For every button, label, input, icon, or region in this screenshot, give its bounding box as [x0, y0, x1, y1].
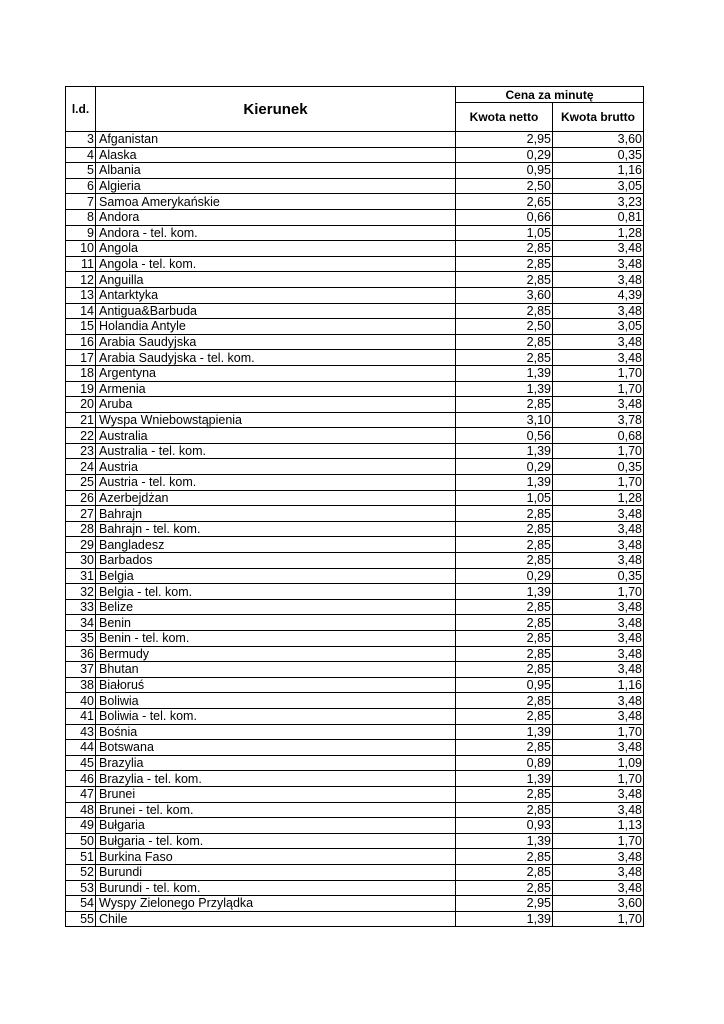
row-gross-amount: 1,70: [553, 443, 644, 459]
row-gross-amount: 3,48: [553, 599, 644, 615]
row-gross-amount: 3,48: [553, 350, 644, 366]
row-direction: Alaska: [96, 147, 456, 163]
row-direction: Austria - tel. kom.: [96, 475, 456, 491]
row-direction: Austria: [96, 459, 456, 475]
row-gross-amount: 1,28: [553, 225, 644, 241]
table-row: [66, 833, 644, 849]
row-direction: Andora - tel. kom.: [96, 225, 456, 241]
table-row: [66, 241, 644, 257]
table-row: [66, 880, 644, 896]
table-row: [66, 771, 644, 787]
row-id: 50: [66, 833, 96, 849]
row-gross-amount: 1,70: [553, 911, 644, 927]
table-row: [66, 896, 644, 912]
row-id: 35: [66, 631, 96, 647]
row-direction: Andora: [96, 209, 456, 225]
row-net-amount: 2,85: [456, 849, 553, 865]
row-id: 26: [66, 490, 96, 506]
row-direction: Belgia: [96, 568, 456, 584]
row-gross-amount: 3,48: [553, 631, 644, 647]
row-id: 30: [66, 553, 96, 569]
table-row: [66, 412, 644, 428]
table-row: [66, 802, 644, 818]
row-id: 27: [66, 506, 96, 522]
row-gross-amount: 3,48: [553, 256, 644, 272]
row-direction: Botswana: [96, 740, 456, 756]
row-gross-amount: 1,70: [553, 724, 644, 740]
row-id: 34: [66, 615, 96, 631]
row-direction: Afganistan: [96, 132, 456, 148]
row-net-amount: 2,85: [456, 708, 553, 724]
row-net-amount: 2,85: [456, 537, 553, 553]
row-net-amount: 2,85: [456, 693, 553, 709]
row-id: 31: [66, 568, 96, 584]
table-row: [66, 459, 644, 475]
row-net-amount: 0,29: [456, 147, 553, 163]
row-net-amount: 2,85: [456, 272, 553, 288]
row-direction: Chile: [96, 911, 456, 927]
table-row: [66, 475, 644, 491]
row-gross-amount: 0,35: [553, 147, 644, 163]
row-net-amount: 0,29: [456, 568, 553, 584]
row-id: 54: [66, 896, 96, 912]
row-net-amount: 2,85: [456, 241, 553, 257]
row-id: 8: [66, 209, 96, 225]
header-direction: Kierunek: [96, 87, 456, 132]
row-direction: Brazylia - tel. kom.: [96, 771, 456, 787]
row-direction: Wyspy Zielonego Przylądka: [96, 896, 456, 912]
table-row: [66, 631, 644, 647]
row-gross-amount: 3,48: [553, 880, 644, 896]
row-net-amount: 0,93: [456, 818, 553, 834]
row-id: 14: [66, 303, 96, 319]
row-id: 28: [66, 521, 96, 537]
row-net-amount: 2,95: [456, 896, 553, 912]
row-direction: Bułgaria: [96, 818, 456, 834]
row-net-amount: 2,85: [456, 880, 553, 896]
row-net-amount: 2,85: [456, 397, 553, 413]
row-direction: Bangladesz: [96, 537, 456, 553]
row-gross-amount: 1,70: [553, 381, 644, 397]
table-row: [66, 506, 644, 522]
row-net-amount: 0,56: [456, 428, 553, 444]
row-net-amount: 1,39: [456, 475, 553, 491]
row-direction: Samoa Amerykańskie: [96, 194, 456, 210]
row-id: 49: [66, 818, 96, 834]
row-net-amount: 3,60: [456, 287, 553, 303]
row-net-amount: 2,85: [456, 334, 553, 350]
table-row: [66, 443, 644, 459]
row-net-amount: 2,50: [456, 319, 553, 335]
row-gross-amount: 3,48: [553, 334, 644, 350]
row-id: 9: [66, 225, 96, 241]
row-gross-amount: 3,48: [553, 506, 644, 522]
table-row: [66, 365, 644, 381]
table-row: [66, 428, 644, 444]
row-direction: Angola - tel. kom.: [96, 256, 456, 272]
row-gross-amount: 3,48: [553, 521, 644, 537]
row-net-amount: 2,85: [456, 864, 553, 880]
row-gross-amount: 3,05: [553, 178, 644, 194]
row-net-amount: 2,85: [456, 615, 553, 631]
row-net-amount: 2,50: [456, 178, 553, 194]
row-net-amount: 2,85: [456, 350, 553, 366]
row-direction: Benin: [96, 615, 456, 631]
header-id: l.d.: [66, 87, 96, 132]
row-id: 12: [66, 272, 96, 288]
row-net-amount: 2,85: [456, 553, 553, 569]
row-direction: Benin - tel. kom.: [96, 631, 456, 647]
table-header: [66, 87, 644, 132]
row-gross-amount: 1,16: [553, 163, 644, 179]
row-gross-amount: 1,70: [553, 833, 644, 849]
row-direction: Arabia Saudyjska - tel. kom.: [96, 350, 456, 366]
row-net-amount: 1,39: [456, 365, 553, 381]
row-gross-amount: 3,48: [553, 241, 644, 257]
row-direction: Argentyna: [96, 365, 456, 381]
row-direction: Wyspa Wniebowstąpienia: [96, 412, 456, 428]
row-id: 25: [66, 475, 96, 491]
row-gross-amount: 3,23: [553, 194, 644, 210]
row-direction: Armenia: [96, 381, 456, 397]
row-net-amount: 1,05: [456, 225, 553, 241]
table-row: [66, 615, 644, 631]
row-id: 51: [66, 849, 96, 865]
row-gross-amount: 1,09: [553, 755, 644, 771]
row-net-amount: 2,85: [456, 786, 553, 802]
row-gross-amount: 3,48: [553, 553, 644, 569]
row-gross-amount: 3,48: [553, 272, 644, 288]
row-direction: Brunei: [96, 786, 456, 802]
row-net-amount: 2,95: [456, 132, 553, 148]
row-gross-amount: 3,48: [553, 693, 644, 709]
row-gross-amount: 3,48: [553, 849, 644, 865]
row-net-amount: 1,39: [456, 771, 553, 787]
row-net-amount: 2,85: [456, 631, 553, 647]
table-row: [66, 786, 644, 802]
row-id: 18: [66, 365, 96, 381]
row-gross-amount: 3,60: [553, 132, 644, 148]
row-id: 16: [66, 334, 96, 350]
row-id: 7: [66, 194, 96, 210]
row-net-amount: 1,39: [456, 443, 553, 459]
row-direction: Belgia - tel. kom.: [96, 584, 456, 600]
table-row: [66, 708, 644, 724]
row-id: 47: [66, 786, 96, 802]
row-id: 5: [66, 163, 96, 179]
table-row: [66, 724, 644, 740]
row-direction: Boliwia - tel. kom.: [96, 708, 456, 724]
row-gross-amount: 3,48: [553, 615, 644, 631]
row-net-amount: 2,85: [456, 662, 553, 678]
row-direction: Bermudy: [96, 646, 456, 662]
row-gross-amount: 4,39: [553, 287, 644, 303]
row-id: 41: [66, 708, 96, 724]
table-row: [66, 584, 644, 600]
table-row: [66, 755, 644, 771]
row-direction: Albania: [96, 163, 456, 179]
row-direction: Anguilla: [96, 272, 456, 288]
row-net-amount: 0,29: [456, 459, 553, 475]
row-id: 53: [66, 880, 96, 896]
table-body: [66, 132, 644, 927]
row-net-amount: 0,89: [456, 755, 553, 771]
row-gross-amount: 0,35: [553, 568, 644, 584]
row-id: 32: [66, 584, 96, 600]
table-row: [66, 537, 644, 553]
row-net-amount: 1,39: [456, 584, 553, 600]
row-direction: Algieria: [96, 178, 456, 194]
row-direction: Australia: [96, 428, 456, 444]
table-row: [66, 911, 644, 927]
table-row: [66, 849, 644, 865]
row-id: 43: [66, 724, 96, 740]
row-id: 37: [66, 662, 96, 678]
row-direction: Azerbejdżan: [96, 490, 456, 506]
row-net-amount: 2,85: [456, 599, 553, 615]
table-row: [66, 287, 644, 303]
price-table: [65, 86, 644, 927]
row-direction: Burundi - tel. kom.: [96, 880, 456, 896]
row-gross-amount: 3,48: [553, 740, 644, 756]
row-direction: Burkina Faso: [96, 849, 456, 865]
row-gross-amount: 0,35: [553, 459, 644, 475]
row-gross-amount: 3,05: [553, 319, 644, 335]
table-row: [66, 568, 644, 584]
table-row: [66, 490, 644, 506]
row-id: 46: [66, 771, 96, 787]
row-net-amount: 2,85: [456, 646, 553, 662]
row-direction: Brunei - tel. kom.: [96, 802, 456, 818]
header-gross-amount: Kwota brutto: [553, 103, 644, 132]
row-gross-amount: 3,48: [553, 303, 644, 319]
row-direction: Białoruś: [96, 677, 456, 693]
table-row: [66, 693, 644, 709]
row-id: 33: [66, 599, 96, 615]
row-gross-amount: 3,48: [553, 708, 644, 724]
row-direction: Bułgaria - tel. kom.: [96, 833, 456, 849]
row-net-amount: 1,39: [456, 724, 553, 740]
row-gross-amount: 1,28: [553, 490, 644, 506]
table-row: [66, 209, 644, 225]
row-gross-amount: 1,70: [553, 584, 644, 600]
table-row: [66, 147, 644, 163]
row-net-amount: 1,05: [456, 490, 553, 506]
table-row: [66, 864, 644, 880]
header-net-amount: Kwota netto: [456, 103, 553, 132]
row-id: 4: [66, 147, 96, 163]
table-row: [66, 677, 644, 693]
table-row: [66, 381, 644, 397]
row-gross-amount: 1,16: [553, 677, 644, 693]
row-gross-amount: 3,48: [553, 802, 644, 818]
row-gross-amount: 3,60: [553, 896, 644, 912]
row-gross-amount: 3,48: [553, 537, 644, 553]
row-id: 21: [66, 412, 96, 428]
table-row: [66, 740, 644, 756]
row-gross-amount: 3,48: [553, 662, 644, 678]
row-net-amount: 3,10: [456, 412, 553, 428]
row-direction: Holandia Antyle: [96, 319, 456, 335]
row-gross-amount: 0,68: [553, 428, 644, 444]
row-id: 55: [66, 911, 96, 927]
row-direction: Bhutan: [96, 662, 456, 678]
table-row: [66, 194, 644, 210]
table-row: [66, 272, 644, 288]
row-id: 3: [66, 132, 96, 148]
row-gross-amount: 1,70: [553, 475, 644, 491]
row-gross-amount: 3,48: [553, 786, 644, 802]
row-direction: Arabia Saudyjska: [96, 334, 456, 350]
row-net-amount: 0,95: [456, 163, 553, 179]
table-row: [66, 163, 644, 179]
table-row: [66, 132, 644, 148]
row-id: 44: [66, 740, 96, 756]
row-id: 17: [66, 350, 96, 366]
row-direction: Antarktyka: [96, 287, 456, 303]
row-net-amount: 2,85: [456, 802, 553, 818]
row-id: 13: [66, 287, 96, 303]
row-direction: Boliwia: [96, 693, 456, 709]
row-direction: Belize: [96, 599, 456, 615]
row-direction: Brazylia: [96, 755, 456, 771]
table-row: [66, 521, 644, 537]
row-id: 15: [66, 319, 96, 335]
row-id: 19: [66, 381, 96, 397]
row-direction: Antigua&Barbuda: [96, 303, 456, 319]
row-id: 22: [66, 428, 96, 444]
row-gross-amount: 1,70: [553, 365, 644, 381]
table-row: [66, 334, 644, 350]
table-row: [66, 553, 644, 569]
row-net-amount: 1,39: [456, 381, 553, 397]
table-row: [66, 303, 644, 319]
table-row: [66, 646, 644, 662]
table-row: [66, 319, 644, 335]
table-row: [66, 256, 644, 272]
row-direction: Australia - tel. kom.: [96, 443, 456, 459]
row-id: 45: [66, 755, 96, 771]
row-direction: Aruba: [96, 397, 456, 413]
table-row: [66, 397, 644, 413]
row-id: 38: [66, 677, 96, 693]
row-id: 10: [66, 241, 96, 257]
row-gross-amount: 1,70: [553, 771, 644, 787]
row-net-amount: 2,85: [456, 506, 553, 522]
row-id: 23: [66, 443, 96, 459]
row-net-amount: 0,66: [456, 209, 553, 225]
row-id: 6: [66, 178, 96, 194]
row-net-amount: 2,85: [456, 740, 553, 756]
row-net-amount: 0,95: [456, 677, 553, 693]
row-net-amount: 2,85: [456, 256, 553, 272]
row-id: 52: [66, 864, 96, 880]
row-gross-amount: 0,81: [553, 209, 644, 225]
row-direction: Barbados: [96, 553, 456, 569]
table-row: [66, 225, 644, 241]
table-row: [66, 350, 644, 366]
row-gross-amount: 3,48: [553, 397, 644, 413]
row-net-amount: 2,85: [456, 303, 553, 319]
row-net-amount: 2,85: [456, 521, 553, 537]
row-gross-amount: 1,13: [553, 818, 644, 834]
row-gross-amount: 3,48: [553, 864, 644, 880]
table-row: [66, 662, 644, 678]
header-price-per-minute: Cena za minutę: [456, 87, 644, 103]
row-direction: Bahrajn - tel. kom.: [96, 521, 456, 537]
table-row: [66, 178, 644, 194]
row-direction: Bahrajn: [96, 506, 456, 522]
row-net-amount: 1,39: [456, 911, 553, 927]
table-row: [66, 818, 644, 834]
row-id: 29: [66, 537, 96, 553]
row-id: 20: [66, 397, 96, 413]
row-gross-amount: 3,78: [553, 412, 644, 428]
row-direction: Burundi: [96, 864, 456, 880]
row-id: 36: [66, 646, 96, 662]
table-row: [66, 599, 644, 615]
row-id: 24: [66, 459, 96, 475]
row-id: 40: [66, 693, 96, 709]
row-id: 48: [66, 802, 96, 818]
row-id: 11: [66, 256, 96, 272]
row-net-amount: 2,65: [456, 194, 553, 210]
row-direction: Bośnia: [96, 724, 456, 740]
row-direction: Angola: [96, 241, 456, 257]
row-gross-amount: 3,48: [553, 646, 644, 662]
row-net-amount: 1,39: [456, 833, 553, 849]
